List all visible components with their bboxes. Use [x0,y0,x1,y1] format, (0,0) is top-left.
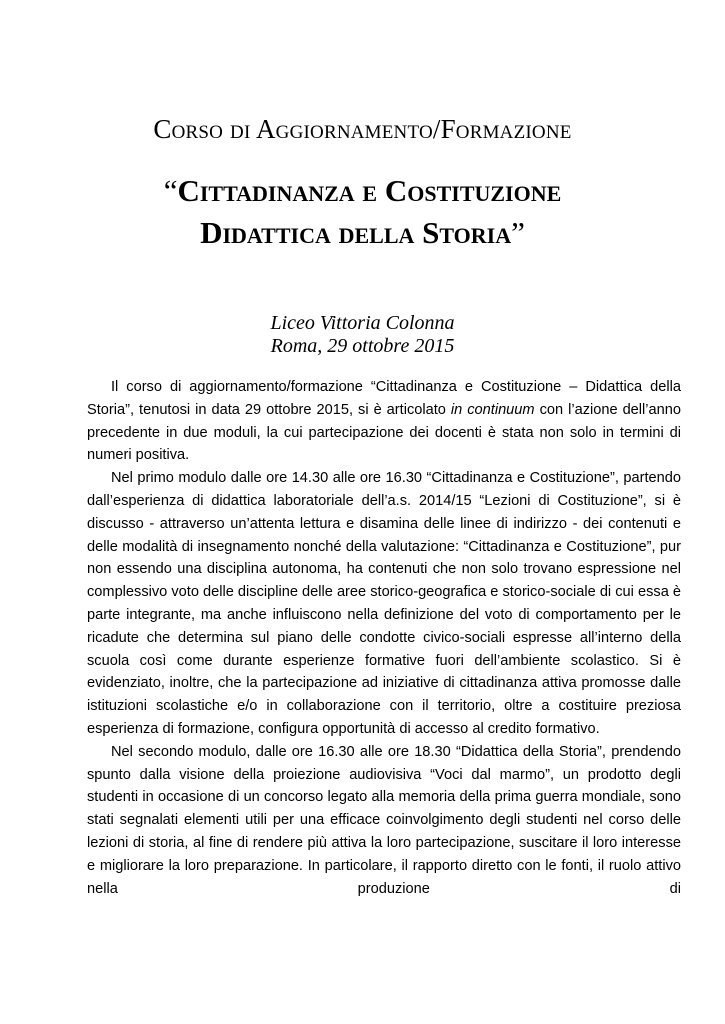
title-line-2-text: Didattica della Storia [200,215,512,250]
open-quote: “ [163,173,178,208]
venue-block [0,312,725,358]
course-title-line-1 [0,170,725,212]
course-title-line-2 [0,212,725,254]
paragraph-1 [87,376,681,467]
venue-place: Liceo Vittoria Colonna [270,312,455,334]
course-title [0,170,725,254]
paragraph-1-emphasis: in continuum [450,401,535,418]
paragraph-1-part-2: con l’azione dell’anno precedente in due moduli, la cui partecipazione dei docenti è stata non solo in termini di numeri positiva. [87,401,681,464]
paragraph-1-part-1: Il corso di aggiornamento/formazione “Cittadinanza e Costituzione – Didattica della Storia”, tenutosi in data 29 ottobre 2015, si è articolato [87,379,681,418]
paragraph-2: Nel primo modulo dalle ore 14.30 alle ore 16.30 “Cittadinanza e Costituzione”, partendo dall’esperienza di didattica laboratoriale dell’a.s. 2014/15 “Lezioni di Costituzione”, si è discusso - attraverso un’attenta lettura e disamina delle linee di indirizzo - dei contenuti e delle modalità di insegnamento nonché della valutazione: “Cittadinanza e Costituzione”, pur non essendo una disciplina autonoma, ha contenuti che non solo trovano espressione nel complessivo voto delle discipline delle aree storico-geografica e storico-sociale di cui essa è parte integrante, ma anche influiscono nella definizione del voto di comportamento per le ricadute che determina sul piano delle condotte civico-sociali espresse all’interno della scuola così come durante esperienze formative fuori dell’ambiente scolastico. Si è evidenziato, inoltre, che la partecipazione ad iniziative di cittadinanza attiva promosse dalle istituzioni scolastiche e/o in collaborazione con il territorio, oltre a costituire preziosa esperienza di formazione, configura opportunità di accesso al credito formativo. [87,470,681,737]
close-quote: ” [511,215,525,250]
course-type-heading: Corso di Aggiornamento/Formazione [153,114,572,144]
title-line-1-text: Cittadinanza e Costituzione [177,173,562,208]
paragraph-3: Nel secondo modulo, dalle ore 16.30 alle ore 18.30 “Didattica della Storia”, prendendo spunto dalla visione della proiezione audiovisiva “Voci dal marmo”, un prodotto degli studenti in occasione di un concorso legato alla memoria della prima guerra mondiale, sono stati segnalati elementi utili per una efficace coinvolgimento degli studenti nel corso delle lezioni di storia, al fine di rendere più attiva la loro partecipazione, suscitare il loro interesse e migliorare la loro preparazione. In particolare, il rapporto diretto con le fonti, il ruolo attivo nella produzione di [87,743,681,897]
body-text [87,376,681,900]
venue-date: Roma, 29 ottobre 2015 [270,335,455,357]
